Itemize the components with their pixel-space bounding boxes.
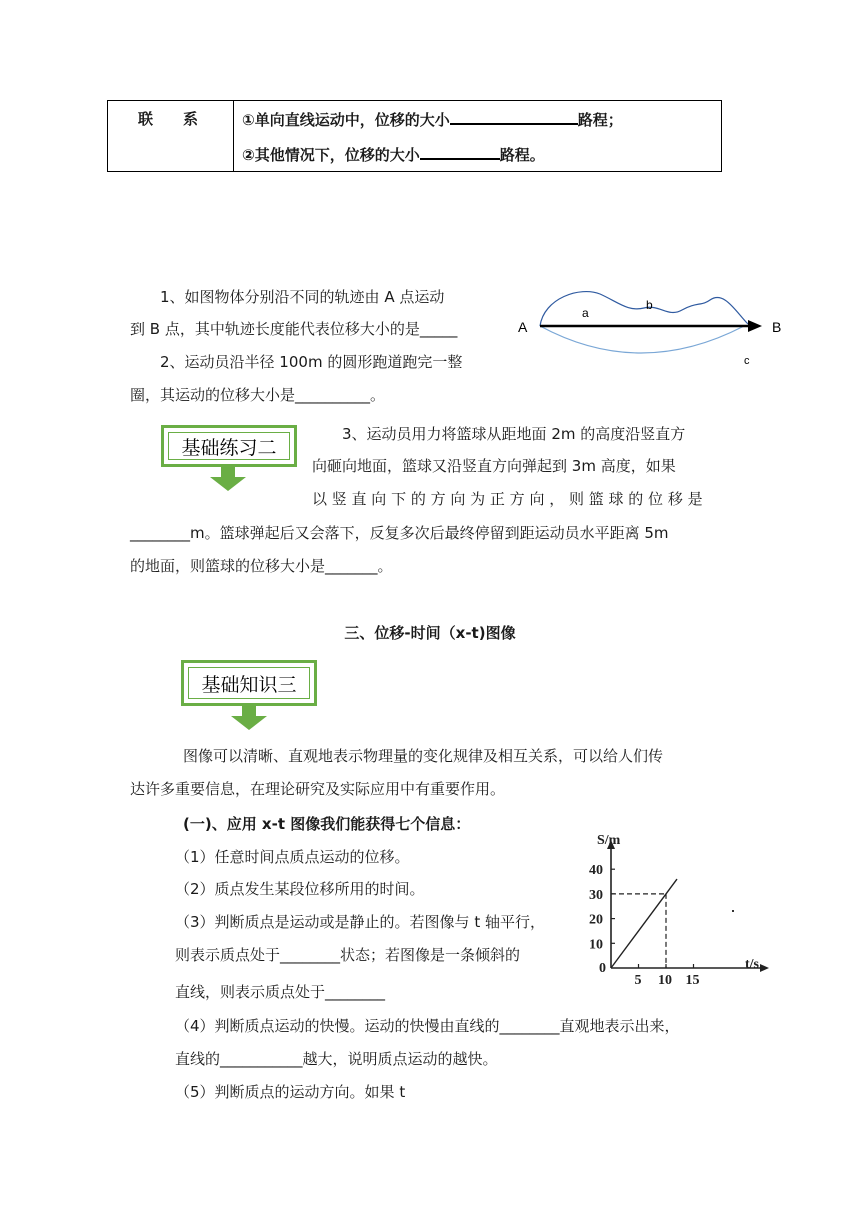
- path-b: [540, 292, 748, 326]
- row1-post: 路程；: [577, 111, 623, 129]
- y-tick-label: 30: [589, 887, 603, 903]
- q1-line1: 1、如图物体分别沿不同的轨迹由 A 点运动: [160, 288, 445, 306]
- info-item-5: （5）判断质点的运动方向。如果 t: [175, 1083, 406, 1101]
- label-c: c: [744, 355, 750, 367]
- info-item-4a: （4）判断质点运动的快慢。运动的快慢由直线的________直观地表示出来，: [175, 1017, 680, 1035]
- series-line: [611, 879, 677, 968]
- q1-line2: 到 B 点，其中轨迹长度能代表位移大小的是_____: [130, 320, 458, 338]
- q3-line1: 3、运动员用力将篮球从距地面 2m 的高度沿竖直方: [342, 425, 686, 443]
- table-divider: [233, 101, 234, 171]
- y-axis-label: S/m: [597, 833, 621, 848]
- table-row-2: [242, 144, 545, 165]
- info-heading: (一)、应用 x-t 图像我们能获得七个信息：: [183, 815, 471, 833]
- row1-pre: ①单向直线运动中，位移的大小: [242, 111, 450, 129]
- tick-label-origin: 0: [599, 961, 606, 976]
- xt-chart: [585, 828, 775, 984]
- row2-pre: ②其他情况下，位移的大小: [242, 146, 420, 164]
- label-a: a: [582, 306, 589, 320]
- q2-line1: 2、运动员沿半径 100m 的圆形跑道跑完一整: [160, 353, 463, 371]
- knowledge-three-box: [181, 660, 317, 706]
- info-item-1: （1）任意时间点质点运动的位移。: [175, 848, 410, 866]
- q3-line2: 向砸向地面，篮球又沿竖直方向弹起到 3m 高度，如果: [312, 457, 676, 475]
- table-label: 联 系: [138, 110, 199, 128]
- dot-mark: [732, 910, 734, 912]
- intro-line1: 图像可以清晰、直观地表示物理量的变化规律及相互关系，可以给人们传: [183, 747, 664, 765]
- label-B: B: [772, 319, 782, 335]
- q3-line4: ________m。篮球弹起后又会落下，反复多次后最终停留到距运动员水平距离 5m: [130, 524, 669, 542]
- intro-line2: 达许多重要信息，在理论研究及实际应用中有重要作用。: [130, 780, 506, 798]
- label-A: A: [518, 319, 528, 335]
- row2-blank[interactable]: [420, 144, 500, 160]
- x-axis-arrow-icon: [760, 964, 769, 972]
- x-tick-label: 15: [685, 973, 700, 984]
- down-arrow-stem-icon: [221, 467, 235, 477]
- info-item-4b: 直线的___________越大，说明质点运动的越快。: [175, 1050, 498, 1068]
- y-tick-label: 10: [589, 937, 603, 953]
- practice-two-label: 基础练习二: [181, 436, 277, 459]
- table-row-1: [242, 109, 623, 130]
- q3-line3: 以 竖 直 向 下 的 方 向 为 正 方 向 ， 则 篮 球 的 位 移 是: [312, 490, 703, 508]
- y-tick-label: 20: [589, 912, 603, 928]
- path-c: [540, 326, 744, 353]
- info-item-3b: 则表示质点处于________状态；若图像是一条倾斜的: [175, 946, 521, 964]
- knowledge-three-label: 基础知识三: [201, 673, 297, 696]
- x-axis-label: t/s: [745, 957, 759, 972]
- relation-table: [107, 100, 722, 172]
- section-three-title: 三、位移-时间（x-t)图像: [344, 624, 516, 642]
- info-item-3c: 直线，则表示质点处于________: [175, 983, 386, 1001]
- down-arrow-icon: [210, 477, 246, 491]
- practice-two-box: [161, 425, 297, 467]
- arrow-head-icon: [748, 320, 762, 332]
- down-arrow-icon-2: [231, 716, 267, 730]
- x-tick-label: 10: [658, 973, 672, 984]
- down-arrow-stem-icon-2: [242, 706, 256, 716]
- row2-post: 路程。: [499, 146, 545, 164]
- info-item-2: （2）质点发生某段位移所用的时间。: [175, 880, 425, 898]
- path-figure: [510, 282, 800, 374]
- label-b: b: [646, 298, 653, 312]
- info-item-3a: （3）判断质点是运动或是静止的。若图像与 t 轴平行，: [175, 913, 545, 931]
- q3-line5: 的地面，则篮球的位移大小是_______。: [130, 557, 393, 575]
- q2-line2: 圈，其运动的位移大小是__________。: [130, 386, 386, 404]
- row1-blank[interactable]: [450, 109, 578, 125]
- y-tick-label: 40: [589, 863, 603, 879]
- x-tick-label: 5: [634, 973, 642, 984]
